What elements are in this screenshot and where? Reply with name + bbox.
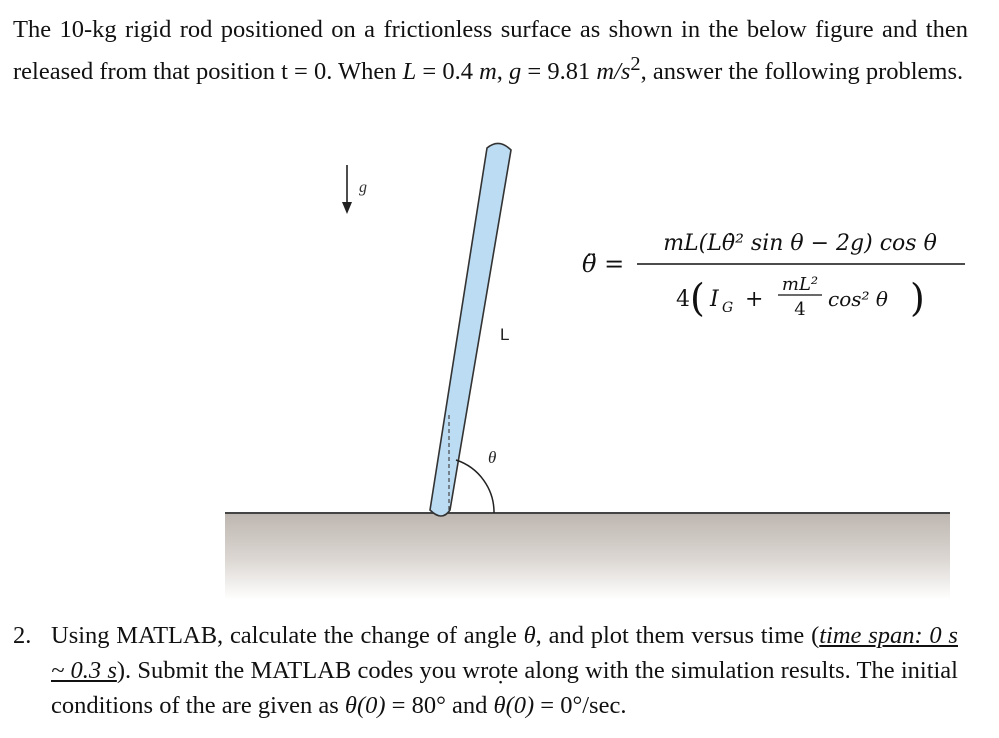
question-number: 2. — [13, 622, 32, 649]
rigid-rod — [430, 143, 511, 516]
question-body — [51, 618, 958, 723]
q2-theta: θ — [523, 622, 536, 649]
left-paren: ( — [690, 276, 705, 320]
inner-fraction-numerator: mL² — [781, 274, 819, 295]
q2-text-2: , and plot them versus time ( — [535, 622, 820, 649]
intro-text-2: , answer the following problems. — [640, 58, 964, 86]
denominator-coefficient: 4 — [676, 287, 690, 312]
plus-sign: + — [745, 287, 764, 312]
angle-arc — [456, 460, 494, 513]
figure — [0, 130, 999, 600]
intro-text-1: The 10-kg rigid rod positioned on a frictionless surface as shown in the below figure and then released from that position t = 0. When — [13, 16, 968, 86]
right-paren: ) — [910, 276, 925, 320]
initial-angle: θ(0) — [344, 692, 386, 719]
equation-numerator: mL(Lθ̇² sin θ − 2g) cos θ — [663, 231, 937, 256]
inertia-symbol: I — [710, 287, 719, 312]
length-value: = 0.4 — [416, 58, 480, 86]
ground-surface — [225, 513, 950, 600]
q2-text-3: ). Submit the MATLAB codes you wrote along with the simulation results. The initial conditions of the are given as — [51, 657, 958, 719]
rod-length-label: L — [500, 325, 510, 344]
separator: , — [496, 58, 510, 86]
initial-angular-velocity: ˙ θ(0) — [494, 688, 535, 723]
gravity-unit: m/s — [596, 58, 631, 86]
initial-angular-velocity-value: = 0°/sec. — [534, 692, 627, 719]
problem-intro — [13, 12, 968, 89]
q2-text-1: Using MATLAB, calculate the change of angle — [51, 622, 524, 649]
equation-lhs: θ̈ = — [582, 250, 625, 278]
length-unit: m — [479, 58, 497, 86]
inertia-subscript: G — [722, 300, 734, 316]
time-span: time span: 0 s ~ 0.3 s — [51, 622, 958, 684]
gravity-label: g — [359, 179, 367, 196]
gravity-exponent: 2 — [630, 53, 641, 75]
angle-label: θ — [488, 448, 497, 467]
inner-fraction-denominator: 4 — [794, 299, 806, 320]
equation-of-motion — [582, 231, 965, 320]
question-2 — [13, 618, 958, 723]
gravity-value: = 9.81 — [521, 58, 597, 86]
gravity-arrow-icon — [342, 165, 352, 214]
cosine-squared: cos² θ — [828, 287, 888, 311]
gravity-symbol: g — [509, 58, 522, 86]
initial-angle-value: = 80° and — [385, 692, 494, 719]
figure-drawing — [0, 130, 999, 600]
length-symbol: L — [402, 58, 417, 86]
